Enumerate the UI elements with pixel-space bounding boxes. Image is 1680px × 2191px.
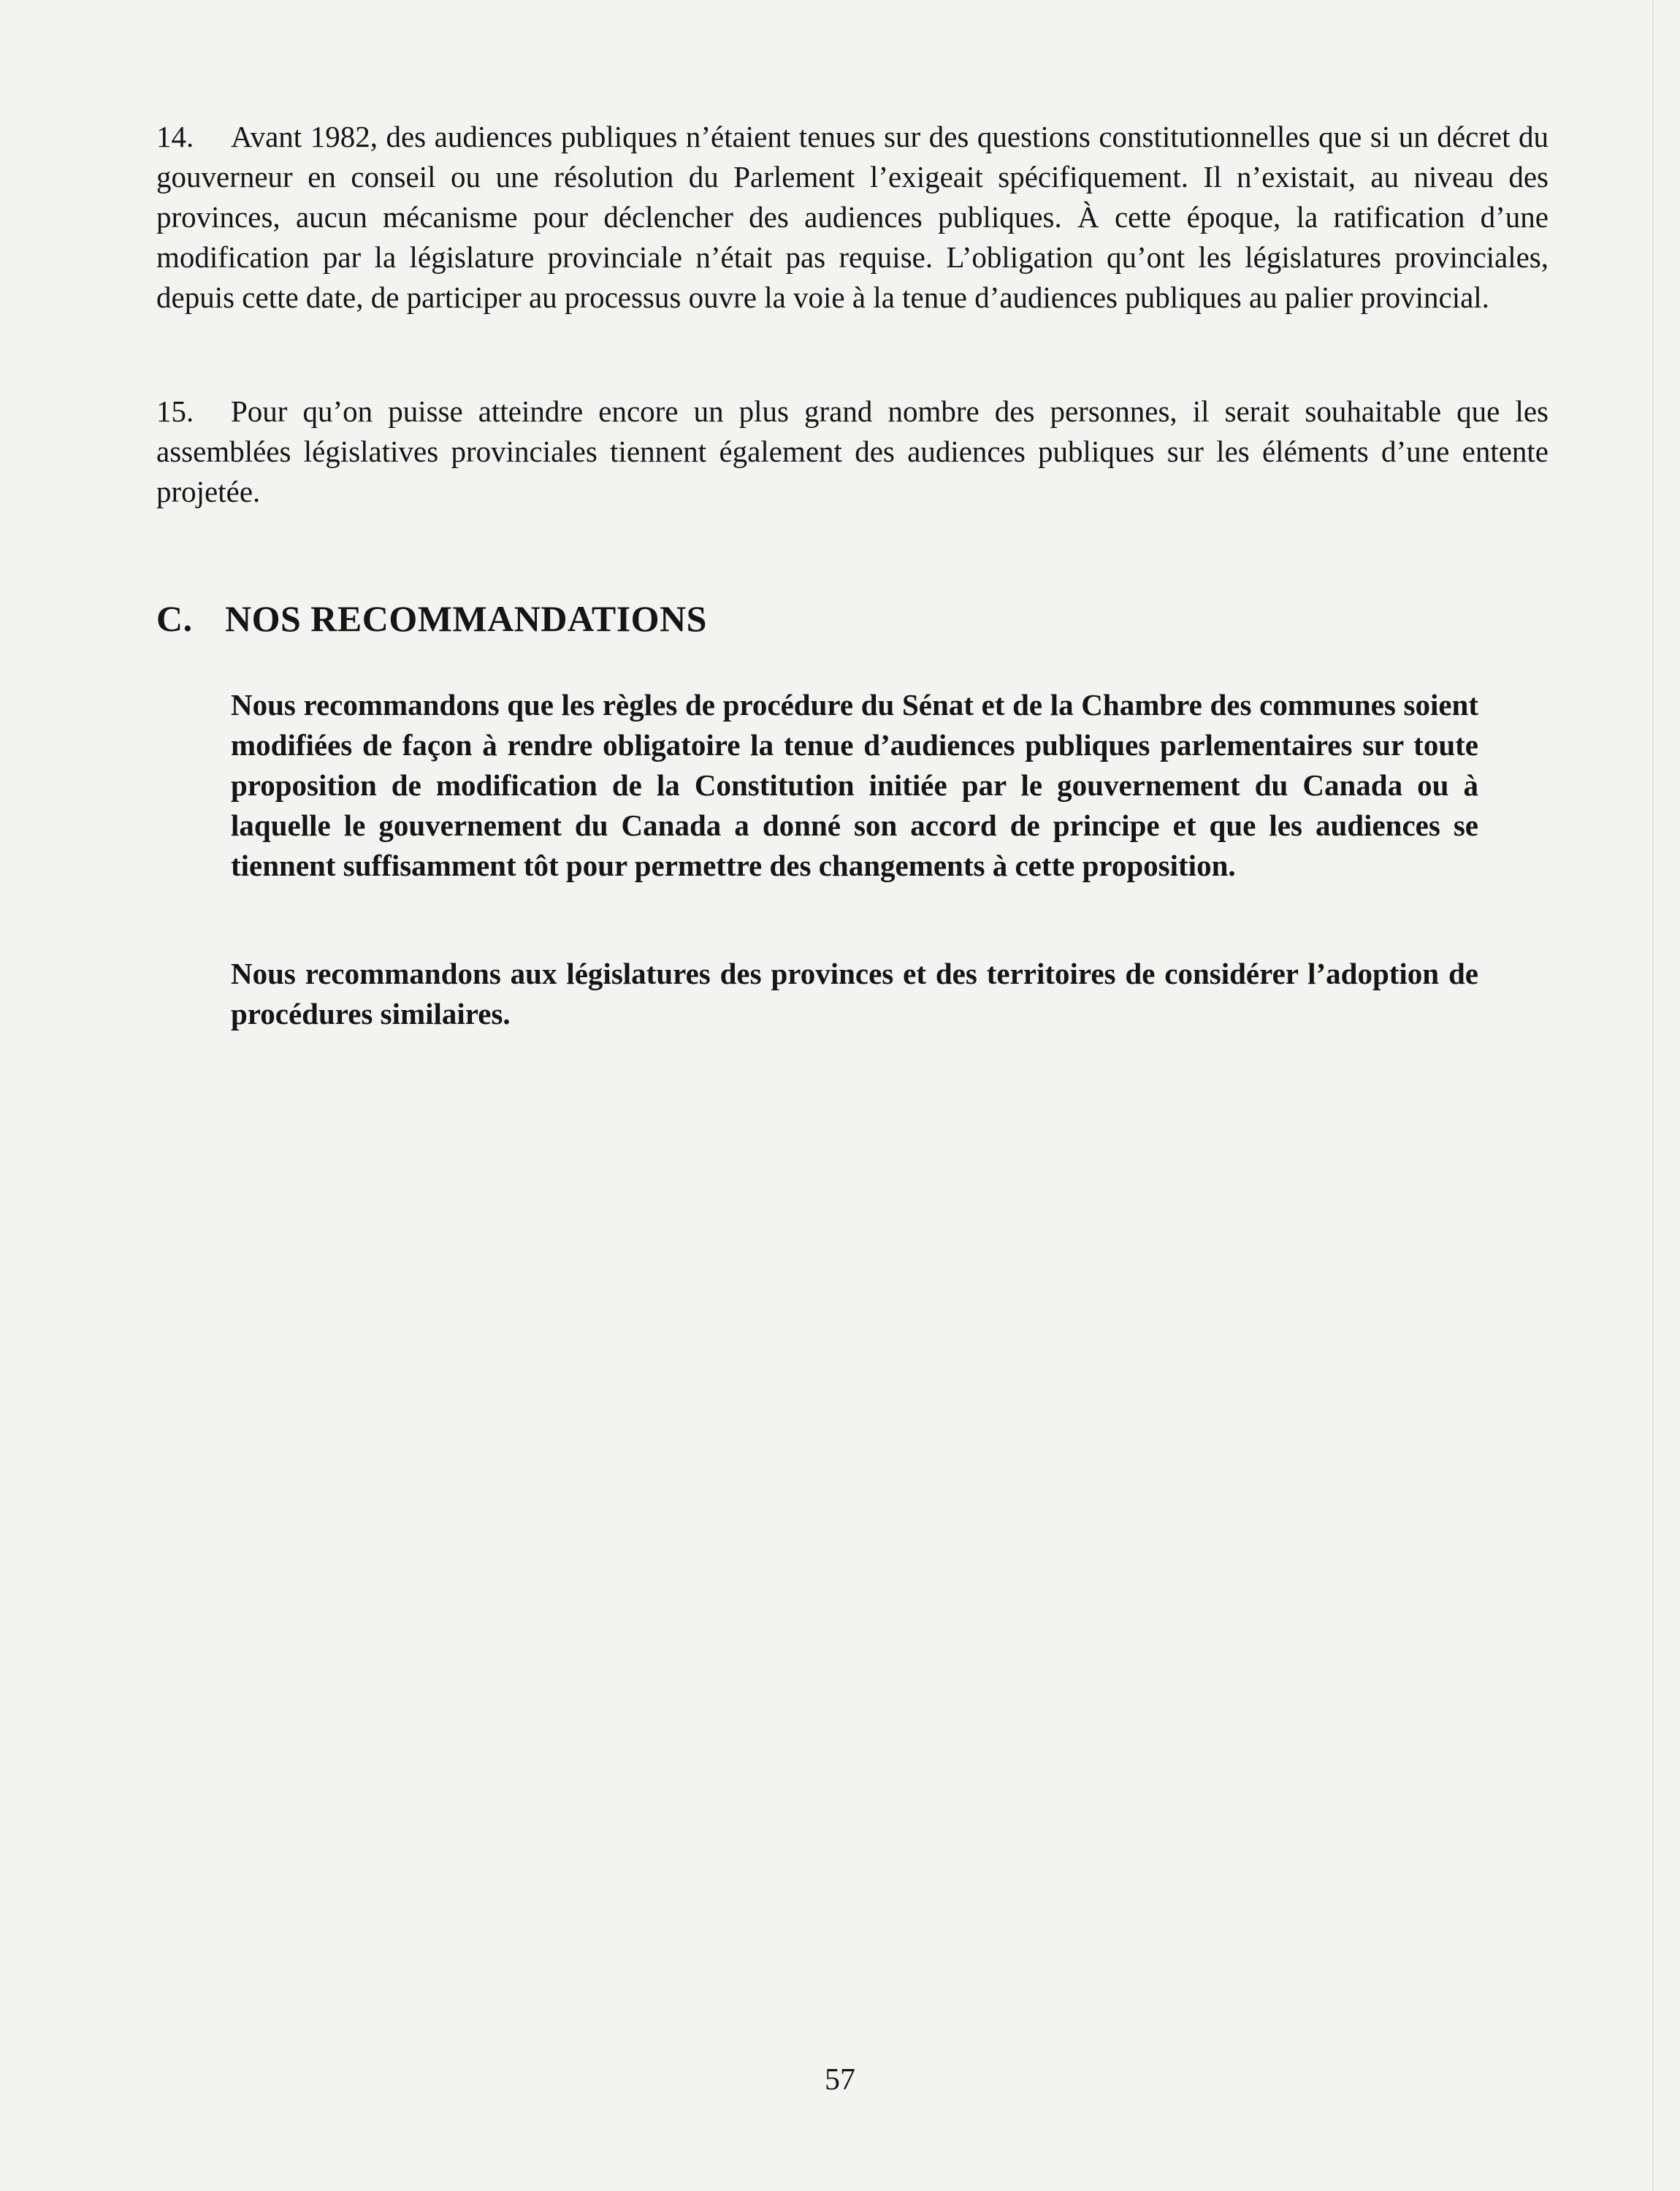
section-title: NOS RECOMMANDATIONS	[225, 598, 707, 639]
page-number: 57	[825, 2063, 855, 2097]
paragraph-15	[156, 391, 1549, 512]
paragraph-number: 14.	[156, 120, 194, 153]
section-heading	[156, 597, 707, 640]
paragraph-text: Avant 1982, des audiences publiques n’étaient tenues sur des questions constitutionnelles que si un décret du gouverneur en conseil ou une résolution du Parlement l’exigeait spécifiquement. Il n’existait, au niveau des provinces, aucun mécanisme pour déclencher des audiences publiques. À cette époque, la ratification d’une modification par la législature provinciale n’était pas requise. L’obligation qu’ont les législatures provinciales, depuis cette date, de participer au processus ouvre la voie à la tenue d’audiences publiques au palier provincial.	[156, 120, 1549, 314]
recommendation-1: Nous recommandons que les règles de procédure du Sénat et de la Chambre des communes soient modifiées de façon à rendre obligatoire la tenue d’audiences publiques parlementaires sur toute proposition de modification de la Constitution initiée par le gouvernement du Canada ou à laquelle le gouvernement du Canada a donné son accord de principe et que les audiences se tiennent suffisamment tôt pour permettre des changements à cette proposition.	[231, 688, 1478, 882]
page-edge-shadow	[1652, 0, 1654, 2191]
paragraph-text: Pour qu’on puisse atteindre encore un plus grand nombre des personnes, il serait souhaitable que les assemblées législatives provinciales tiennent également des audiences publiques sur les éléments d’une entente projetée.	[156, 394, 1549, 508]
section-letter: C.	[156, 598, 193, 639]
recommendation-2: Nous recommandons aux législatures des provinces et des territoires de considérer l’adoption de procédures similaires.	[231, 957, 1478, 1031]
paragraph-number: 15.	[156, 394, 194, 428]
paragraph-14	[156, 117, 1549, 318]
